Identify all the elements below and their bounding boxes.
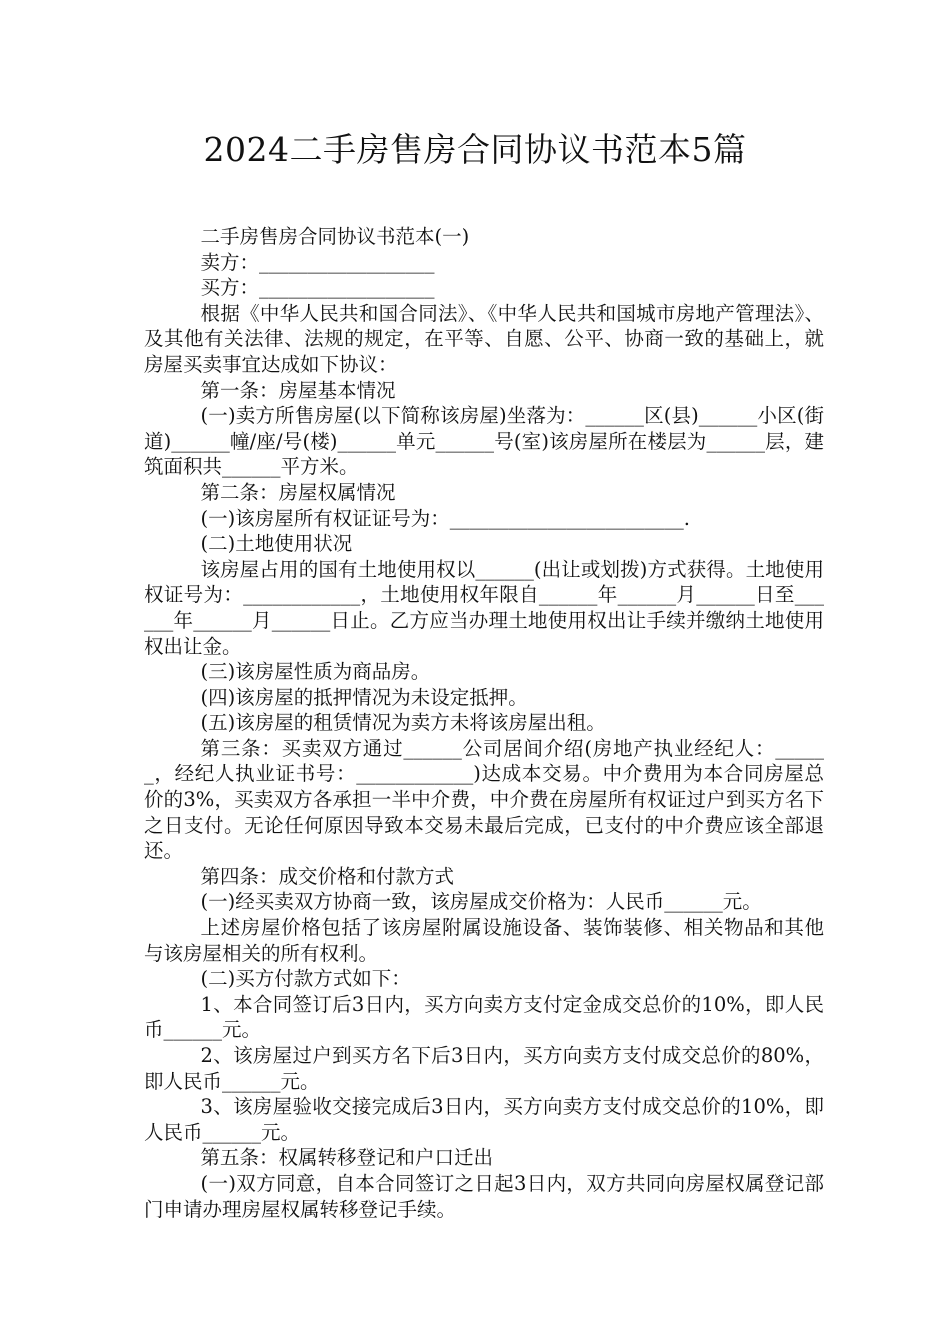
article-2-heading: 第二条：房屋权属情况 bbox=[200, 480, 396, 504]
land-use-paragraph: 该房屋占用的国有土地使用权以______(出让或划拨)方式获得。土地使用权证号为：____________，土地使用权年限自______年______月______日至______年______月______日止。乙方应当办理土地使用权出让手续并缴纳土地使用权出让金。 bbox=[144, 557, 824, 658]
payment-item-1: 1、本合同签订后3日内，买方向卖方支付定金成交总价的10%，即人民币______元。 bbox=[144, 992, 824, 1042]
article-2-clause-4: (四)该房屋的抵押情况为未设定抵押。 bbox=[200, 685, 528, 709]
article-4-clause-2: (二)买方付款方式如下： bbox=[200, 967, 411, 991]
article-1-clause-1: (一)卖方所售房屋(以下简称该房屋)坐落为：______区(县)______小区(街道)______幢/座/号(楼)______单元______号(室)该房屋所在楼层为______层，建筑面积共______平方米。 bbox=[144, 404, 824, 479]
preamble-paragraph: 根据《中华人民共和国合同法》、《中华人民共和国城市房地产管理法》、及其他有关法律、法规的规定，在平等、自愿、公平、协商一致的基础上，就房屋买卖事宜达成如下协议： bbox=[144, 301, 824, 376]
article-4-clause-1: (一)经买卖双方协商一致，该房屋成交价格为：人民币______元。 bbox=[200, 890, 762, 914]
article-2-clause-1: (一)该房屋所有权证证号为：________________________. bbox=[200, 506, 690, 530]
article-5-clause-1: (一)双方同意，自本合同签订之日起3日内，双方共同向房屋权属登记部门申请办理房屋权属转移登记手续。 bbox=[144, 1171, 824, 1221]
seller-line: 卖方：__________________ bbox=[200, 250, 435, 274]
article-2-clause-3: (三)该房屋性质为商品房。 bbox=[200, 660, 431, 684]
document-title: 2024二手房售房合同协议书范本5篇 bbox=[203, 130, 747, 169]
document-body bbox=[144, 224, 824, 1222]
payment-item-2: 2、该房屋过户到买方名下后3日内，买方向卖方支付成交总价的80%，即人民币______元。 bbox=[144, 1044, 824, 1093]
price-scope-paragraph: 上述房屋价格包括了该房屋附属设施设备、装饰装修、相关物品和其他与该房屋相关的所有权利。 bbox=[144, 916, 824, 965]
article-3-paragraph: 第三条：买卖双方通过______公司居间介绍(房地产执业经纪人：______，经纪人执业证书号：____________)达成本交易。中介费用为本合同房屋总价的3%，买卖双方各承担一半中介费，中介费在房屋所有权证过户到买方名下之日支付。无论任何原因导致本交易未最后完成，已支付的中介费应该全部退还。 bbox=[144, 736, 824, 863]
article-1-heading: 第一条：房屋基本情况 bbox=[200, 378, 396, 402]
article-2-clause-5: (五)该房屋的租赁情况为卖方未将该房屋出租。 bbox=[200, 711, 606, 735]
article-2-clause-2: (二)土地使用状况 bbox=[200, 532, 353, 556]
payment-item-3: 3、该房屋验收交接完成后3日内，买方向卖方支付成交总价的10%，即人民币______元。 bbox=[144, 1095, 824, 1144]
article-4-heading: 第四条：成交价格和付款方式 bbox=[200, 864, 455, 888]
buyer-line: 买方：__________________ bbox=[200, 276, 435, 300]
section-heading: 二手房售房合同协议书范本(一) bbox=[200, 225, 470, 248]
article-5-heading: 第五条：权属转移登记和户口迁出 bbox=[200, 1146, 494, 1170]
